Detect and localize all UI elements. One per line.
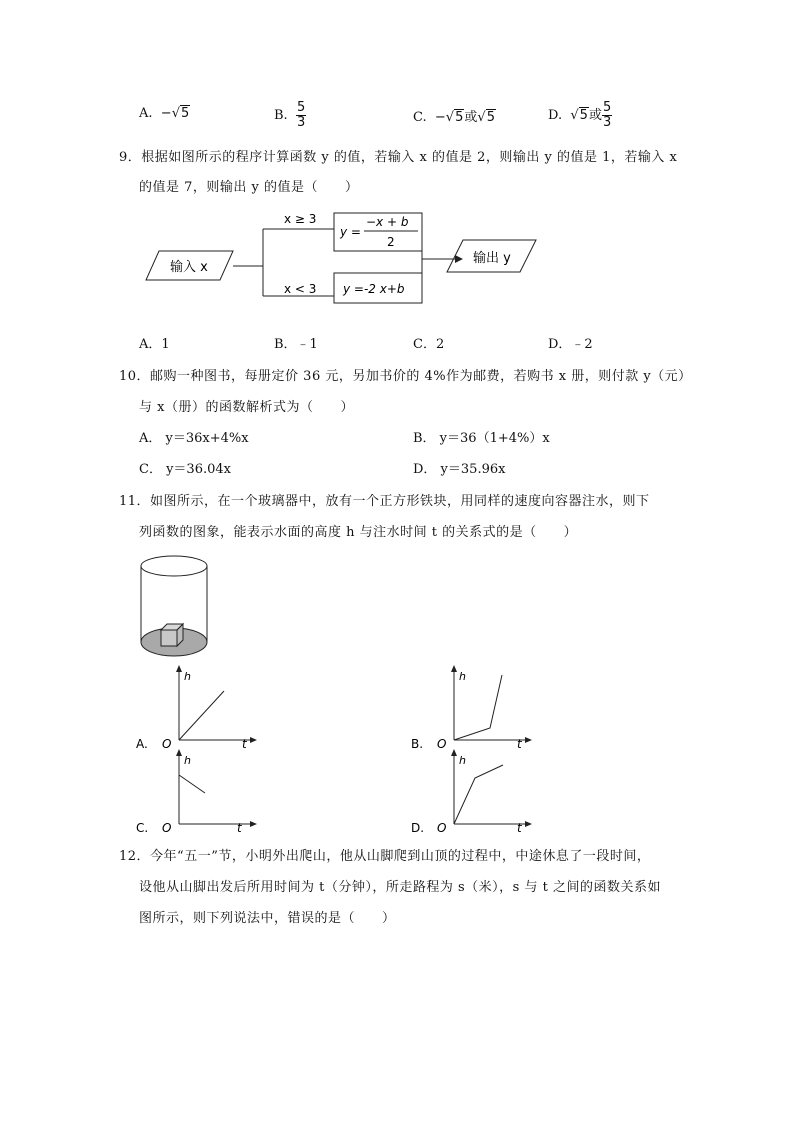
option-label: B.: [411, 737, 424, 750]
y-arrow-icon: [451, 749, 457, 756]
formula-top-lhs: y =: [340, 225, 361, 239]
x-axis-label: t: [517, 737, 522, 750]
graph-line: [454, 765, 503, 824]
y-axis-label: h: [459, 754, 466, 767]
q9-option-c: C．2: [413, 337, 445, 352]
graph-option-c: [134, 748, 264, 834]
cond-bottom: x < 3: [284, 282, 317, 296]
input-label: 输入 x: [170, 260, 208, 275]
formula-top-den: 2: [387, 235, 395, 249]
x-arrow-icon: [250, 737, 257, 743]
q11-stem-line2: 列函数的图象，能表示水面的高度 h 与注水时间 t 的关系式的是（ ）: [139, 525, 578, 540]
glass-container-figure: [136, 550, 216, 662]
q8-option-d: D. √5或 $\frac{5}{3}$: [548, 100, 612, 130]
q9-option-a: A．1: [139, 337, 170, 352]
x-axis-label: t: [517, 821, 522, 834]
container-rim: [141, 556, 207, 576]
graph-option-a: [134, 664, 264, 750]
q8-option-c: C. −√5或√5: [413, 110, 495, 125]
cond-top: x ≥ 3: [284, 212, 317, 226]
x-axis-label: t: [242, 737, 247, 750]
graph-option-d: [409, 748, 539, 834]
graph-option-b: [409, 664, 539, 750]
q8-option-b: B. $\frac{5}{3}$: [274, 100, 306, 130]
y-axis-label: h: [184, 754, 191, 767]
y-arrow-icon: [176, 665, 182, 672]
q12-stem-line3: 图所示，则下列说法中，错误的是（ ）: [139, 911, 396, 926]
origin-label: O: [162, 737, 172, 750]
q10-stem-line2: 与 x（册）的函数解析式为（ ）: [139, 400, 354, 415]
q10-option-a: A． y＝36x+4%x: [139, 431, 249, 446]
origin-label: O: [437, 737, 447, 750]
option-label: A.: [136, 737, 148, 750]
x-arrow-icon: [525, 821, 532, 827]
graph-line: [179, 775, 205, 793]
y-arrow-icon: [176, 749, 182, 756]
x-arrow-icon: [250, 821, 257, 827]
q9-option-d: D．﹣2: [548, 337, 593, 352]
q9-stem-line1: 9．根据如图所示的程序计算函数 y 的值，若输入 x 的值是 2，则输出 y 的值是 1，若输入 x: [119, 150, 678, 165]
q10-option-c: C． y＝36.04x: [139, 462, 231, 477]
q10-option-d: D． y＝35.96x: [413, 462, 506, 477]
q9-flowchart: [140, 205, 550, 305]
q12-stem-line1: 12．今年“五一”节，小明外出爬山，他从山脚爬到山顶的过程中，中途休息了一段时间，: [119, 849, 651, 864]
option-label: D.: [411, 821, 425, 834]
y-arrow-icon: [451, 665, 457, 672]
q11-stem-line1: 11．如图所示，在一个玻璃器中，放有一个正方形铁块，用同样的速度向容器注水，则下: [119, 494, 650, 509]
q9-stem-line2: 的值是 7，则输出 y 的值是（ ）: [139, 180, 359, 195]
origin-label: O: [437, 821, 447, 834]
origin-label: O: [162, 821, 172, 834]
formula-bottom: y =-2 x+b: [343, 282, 405, 296]
q10-option-b: B． y＝36（1+4%）x: [413, 431, 550, 446]
q12-stem-line2: 设他从山脚出发后所用时间为 t（分钟），所走路程为 s（米），s 与 t 之间的函数关系如: [139, 880, 661, 895]
formula-top-num: −x + b: [366, 215, 409, 229]
x-arrow-icon: [525, 737, 532, 743]
y-axis-label: h: [459, 670, 466, 683]
y-axis-label: h: [184, 670, 191, 683]
cube-front: [161, 630, 177, 646]
graph-line: [454, 675, 502, 740]
q9-option-b: B．﹣1: [274, 337, 318, 352]
q8-option-a: A. −√5: [139, 106, 190, 121]
graph-line: [179, 691, 224, 740]
q10-stem-line1: 10．邮购一种图书，每册定价 36 元，另加书价的 4%作为邮费，若购书 x 册，则付款 y（元）: [119, 369, 692, 384]
x-axis-label: t: [237, 821, 242, 834]
option-label: C.: [136, 821, 149, 834]
arrow-head-icon: [455, 255, 463, 263]
output-label: 输出 y: [473, 251, 511, 266]
